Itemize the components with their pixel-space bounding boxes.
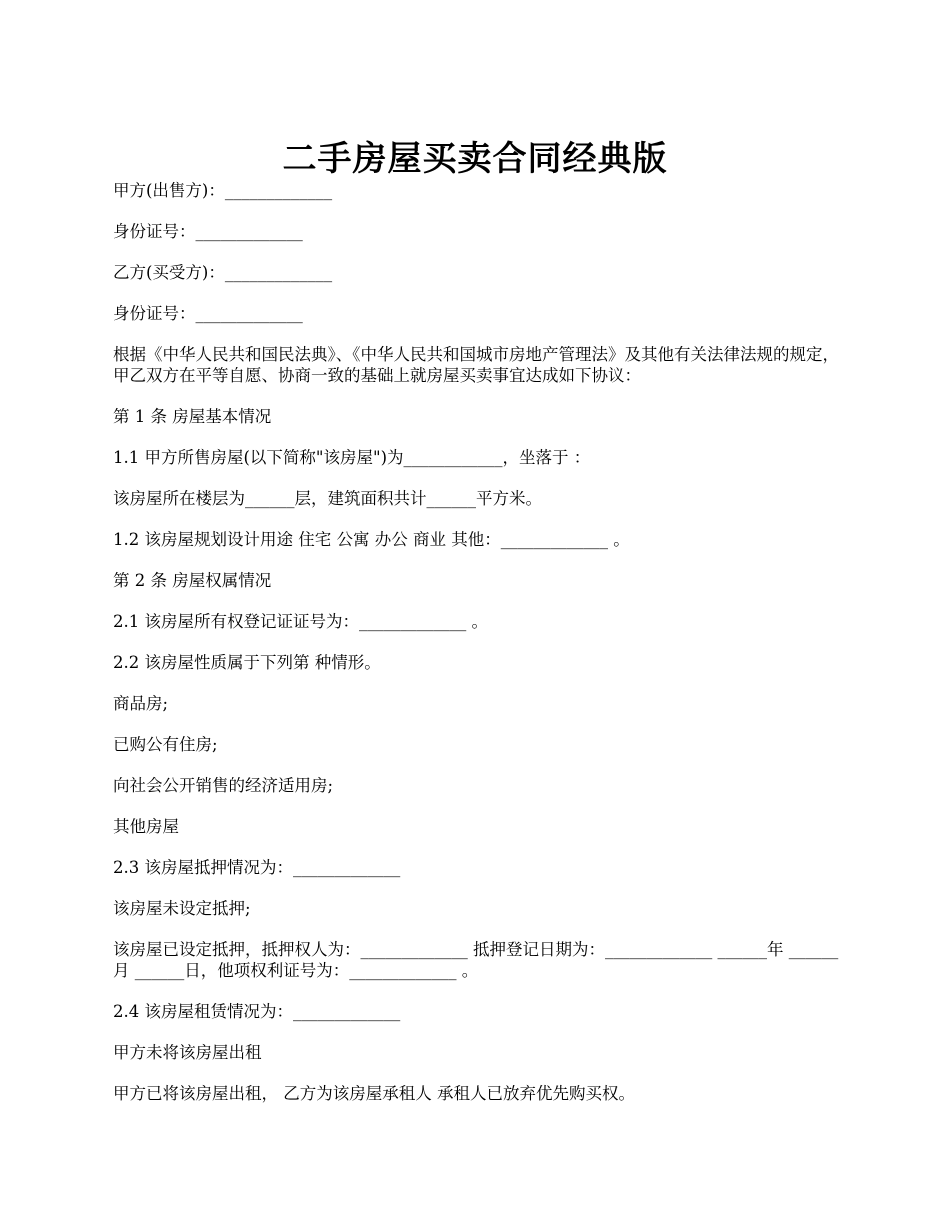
option-leased: 甲方已将该房屋出租， 乙方为该房屋承租人 承租人已放弃优先购买权。 (113, 1084, 635, 1103)
party-b-buyer: 乙方(买受方)：_____________ (113, 263, 333, 282)
option-mortgaged: 该房屋已设定抵押，抵押权人为：_____________ 抵押登记日期为：_____________ ______年 ______月 ______日，他项权利证号为：_____________ 。 (113, 940, 839, 980)
clause-2-4: 2.4 该房屋租赁情况为：_____________ (113, 1002, 401, 1021)
option-public-housing: 已购公有住房; (113, 735, 218, 754)
clause-1-1: 1.1 甲方所售房屋(以下简称"该房屋")为____________，坐落于 ： (113, 448, 591, 467)
clause-2-3: 2.3 该房屋抵押情况为：_____________ (113, 858, 401, 877)
option-no-mortgage: 该房屋未设定抵押; (113, 899, 251, 918)
article-2-heading: 第 2 条 房屋权属情况 (113, 571, 272, 590)
preamble-paragraph: 根据《中华人民共和国民法典》、《中华人民共和国城市房地产管理法》及其他有关法律法规的规定，甲乙双方在平等自愿、协商一致的基础上就房屋买卖事宜达成如下协议： (113, 345, 839, 385)
clause-2-1: 2.1 该房屋所有权登记证证号为：_____________ 。 (113, 612, 488, 631)
option-not-leased: 甲方未将该房屋出租 (113, 1043, 262, 1062)
document-body (113, 180, 843, 1124)
party-b-id-number: 身份证号：_____________ (113, 304, 303, 323)
party-a-id-number: 身份证号：_____________ (113, 222, 303, 241)
document-title: 二手房屋买卖合同经典版 (282, 138, 668, 179)
clause-1-2: 1.2 该房屋规划设计用途 住宅 公寓 办公 商业 其他：_____________ 。 (113, 530, 630, 549)
party-a-seller: 甲方(出售方)：_____________ (113, 181, 333, 200)
option-affordable-housing: 向社会公开销售的经济适用房; (113, 776, 334, 795)
option-other-housing: 其他房屋 (113, 817, 179, 836)
clause-2-2: 2.2 该房屋性质属于下列第 种情形。 (113, 653, 381, 672)
clause-1-1-floor-area: 该房屋所在楼层为______层，建筑面积共计______平方米。 (113, 489, 542, 508)
option-commercial-housing: 商品房; (113, 694, 169, 713)
article-1-heading: 第 1 条 房屋基本情况 (113, 407, 272, 426)
